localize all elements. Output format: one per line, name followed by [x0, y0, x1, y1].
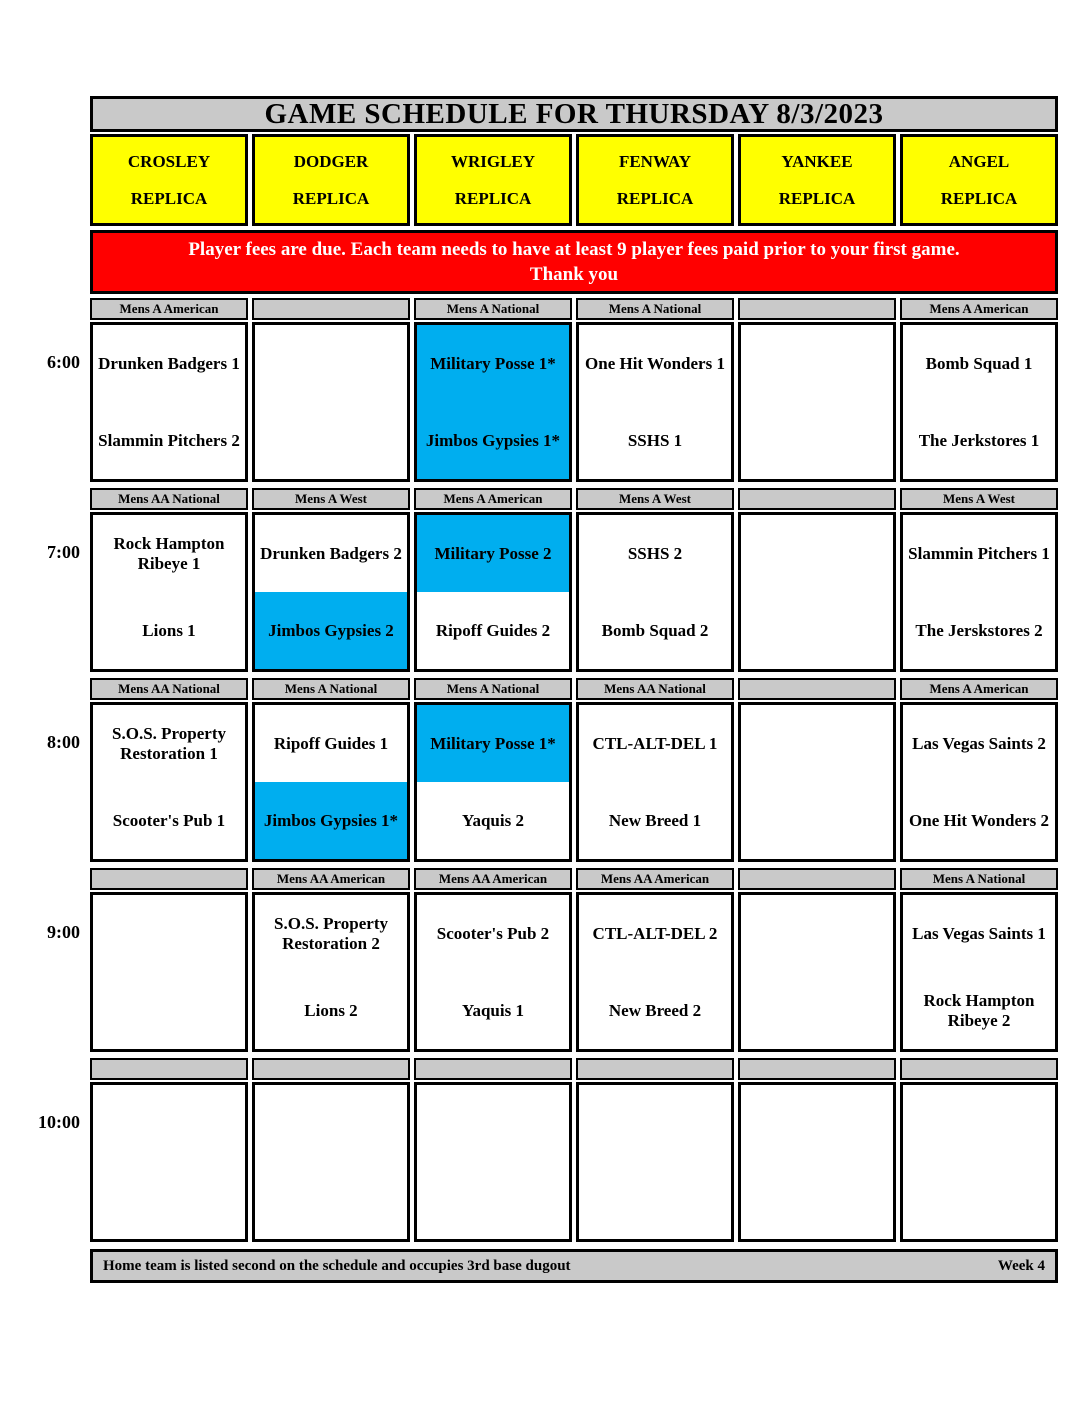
field-header-angel — [900, 134, 1058, 226]
game-cell — [90, 512, 248, 672]
home-team: Slammin Pitchers 2 — [98, 430, 240, 450]
away-team — [93, 895, 245, 972]
division-row — [90, 298, 1058, 320]
game-cell — [90, 322, 248, 482]
field-name: CROSLEY — [127, 151, 211, 171]
home-team: Jimbos Gypsies 1* — [417, 402, 569, 479]
time-label: 8:00 — [47, 732, 80, 752]
game-cell — [576, 512, 734, 672]
division-label: Mens AA National — [90, 488, 248, 510]
division-label — [252, 1058, 410, 1080]
division-label — [576, 1058, 734, 1080]
home-team: Yaquis 2 — [462, 810, 524, 830]
away-team: Rock Hampton Ribeye 1 — [113, 533, 225, 573]
game-cell — [900, 1082, 1058, 1242]
division-label — [738, 488, 896, 510]
division-row — [90, 678, 1058, 700]
away-team — [255, 325, 407, 402]
home-team — [741, 972, 893, 1049]
week-label: Week 4 — [997, 1257, 1045, 1274]
home-team — [741, 402, 893, 479]
away-team: Bomb Squad 1 — [925, 353, 1033, 373]
game-cell — [576, 702, 734, 862]
game-cell — [738, 1082, 896, 1242]
field-type: REPLICA — [778, 188, 856, 208]
home-team — [93, 1162, 245, 1239]
schedule-title: GAME SCHEDULE FOR THURSDAY 8/3/2023 — [90, 96, 1058, 132]
away-team: S.O.S. Property Restoration 1 — [112, 723, 226, 763]
division-label — [252, 298, 410, 320]
home-team — [741, 782, 893, 859]
field-type: REPLICA — [130, 188, 208, 208]
home-team: The Jerskstores 2 — [915, 620, 1043, 640]
game-cell — [414, 702, 572, 862]
home-team: Bomb Squad 2 — [601, 620, 709, 640]
away-team — [93, 1085, 245, 1162]
away-team — [741, 325, 893, 402]
games-row — [47, 322, 1058, 482]
division-label: Mens A American — [90, 298, 248, 320]
game-cell — [900, 322, 1058, 482]
game-cell — [576, 322, 734, 482]
game-cell — [738, 892, 896, 1052]
field-name: FENWAY — [618, 151, 692, 171]
game-cell — [252, 892, 410, 1052]
home-team: Rock Hampton Ribeye 2 — [923, 990, 1035, 1030]
field-type: REPLICA — [616, 188, 694, 208]
game-cell — [414, 512, 572, 672]
division-row — [90, 1058, 1058, 1080]
home-team — [417, 1162, 569, 1239]
notice-line-2: Thank you — [529, 263, 619, 285]
home-team: New Breed 1 — [608, 810, 702, 830]
game-cell — [738, 322, 896, 482]
division-label: Mens A National — [900, 868, 1058, 890]
home-team — [903, 1162, 1055, 1239]
division-label: Mens AA National — [576, 678, 734, 700]
division-label: Mens A American — [900, 678, 1058, 700]
field-type: REPLICA — [940, 188, 1018, 208]
game-cell — [90, 892, 248, 1052]
field-name: WRIGLEY — [450, 151, 536, 171]
game-cell — [90, 1082, 248, 1242]
away-team: Ripoff Guides 1 — [273, 733, 389, 753]
division-label — [738, 678, 896, 700]
division-label — [90, 1058, 248, 1080]
player-fees-notice — [90, 230, 1058, 294]
notice-line-1: Player fees are due. Each team needs to have at least 9 player fees paid prior to your first game. — [188, 238, 960, 260]
time-label: 9:00 — [47, 922, 80, 942]
game-cell — [900, 702, 1058, 862]
division-label: Mens A American — [900, 298, 1058, 320]
home-team — [255, 1162, 407, 1239]
away-team — [255, 1085, 407, 1162]
field-type: REPLICA — [454, 188, 532, 208]
division-row — [90, 868, 1058, 890]
field-name: DODGER — [293, 151, 369, 171]
away-team: SSHS 2 — [627, 543, 683, 563]
division-label: Mens A National — [414, 678, 572, 700]
schedule-table — [38, 96, 1058, 1283]
away-team: CTL-ALT-DEL 1 — [592, 733, 718, 753]
field-type: REPLICA — [292, 188, 370, 208]
field-header-row — [90, 134, 1058, 226]
game-cell — [414, 892, 572, 1052]
field-header-yankee — [738, 134, 896, 226]
home-team — [741, 1162, 893, 1239]
game-cell — [414, 322, 572, 482]
footer-note: Home team is listed second on the schedule and occupies 3rd base dugout — [103, 1257, 571, 1274]
division-label: Mens A West — [576, 488, 734, 510]
away-team — [579, 1085, 731, 1162]
game-cell — [576, 1082, 734, 1242]
field-header-crosley — [90, 134, 248, 226]
away-team: Military Posse 1* — [417, 325, 569, 402]
time-label: 10:00 — [38, 1112, 80, 1132]
away-team: Las Vegas Saints 1 — [912, 923, 1046, 943]
game-cell — [900, 512, 1058, 672]
away-team — [741, 895, 893, 972]
home-team: Lions 1 — [142, 620, 196, 640]
game-cell — [738, 702, 896, 862]
home-team — [741, 592, 893, 669]
field-header-fenway — [576, 134, 734, 226]
time-label: 7:00 — [47, 542, 80, 562]
division-label: Mens A American — [414, 488, 572, 510]
division-label: Mens AA American — [252, 868, 410, 890]
field-name: YANKEE — [781, 151, 853, 171]
game-cell — [576, 892, 734, 1052]
home-team: The Jerkstores 1 — [918, 430, 1040, 450]
away-team: Military Posse 2 — [417, 515, 569, 592]
away-team — [741, 515, 893, 592]
games-row — [47, 892, 1058, 1052]
away-team: CTL-ALT-DEL 2 — [592, 923, 718, 943]
home-team — [93, 972, 245, 1049]
time-label: 6:00 — [47, 352, 80, 372]
division-label: Mens AA National — [90, 678, 248, 700]
away-team: Scooter's Pub 2 — [436, 923, 550, 943]
division-label: Mens A West — [252, 488, 410, 510]
home-team: One Hit Wonders 2 — [909, 810, 1049, 830]
schedule-rows — [38, 298, 1058, 1242]
away-team: Drunken Badgers 1 — [98, 353, 240, 373]
away-team: S.O.S. Property Restoration 2 — [274, 913, 388, 953]
away-team — [741, 1085, 893, 1162]
home-team: New Breed 2 — [608, 1000, 702, 1020]
division-label: Mens AA American — [414, 868, 572, 890]
away-team — [417, 1085, 569, 1162]
away-team: Drunken Badgers 2 — [260, 543, 402, 563]
division-label — [738, 868, 896, 890]
division-label — [414, 1058, 572, 1080]
games-row — [47, 512, 1058, 672]
home-team: SSHS 1 — [627, 430, 683, 450]
game-cell — [252, 702, 410, 862]
away-team: One Hit Wonders 1 — [585, 353, 725, 373]
game-cell — [738, 512, 896, 672]
field-name: ANGEL — [948, 151, 1010, 171]
away-team: Military Posse 1* — [417, 705, 569, 782]
division-label: Mens A West — [900, 488, 1058, 510]
division-label: Mens A National — [576, 298, 734, 320]
game-cell — [414, 1082, 572, 1242]
game-cell — [90, 702, 248, 862]
home-team: Lions 2 — [304, 1000, 358, 1020]
games-row — [38, 1082, 1058, 1242]
away-team — [903, 1085, 1055, 1162]
home-team — [579, 1162, 731, 1239]
game-cell — [252, 322, 410, 482]
division-label — [90, 868, 248, 890]
division-label — [738, 1058, 896, 1080]
division-label: Mens AA American — [576, 868, 734, 890]
home-team — [255, 402, 407, 479]
home-team: Yaquis 1 — [462, 1000, 524, 1020]
away-team: Las Vegas Saints 2 — [912, 733, 1046, 753]
field-header-wrigley — [414, 134, 572, 226]
away-team: Slammin Pitchers 1 — [908, 543, 1050, 563]
division-row — [90, 488, 1058, 510]
division-label — [738, 298, 896, 320]
games-row — [47, 702, 1058, 862]
game-cell — [900, 892, 1058, 1052]
home-team: Scooter's Pub 1 — [112, 810, 226, 830]
division-label — [900, 1058, 1058, 1080]
home-team: Jimbos Gypsies 1* — [255, 782, 407, 859]
division-label: Mens A National — [414, 298, 572, 320]
game-cell — [252, 512, 410, 672]
field-header-dodger — [252, 134, 410, 226]
away-team — [741, 705, 893, 782]
footer-bar — [90, 1249, 1058, 1283]
game-cell — [252, 1082, 410, 1242]
home-team: Ripoff Guides 2 — [435, 620, 551, 640]
home-team: Jimbos Gypsies 2 — [255, 592, 407, 669]
division-label: Mens A National — [252, 678, 410, 700]
